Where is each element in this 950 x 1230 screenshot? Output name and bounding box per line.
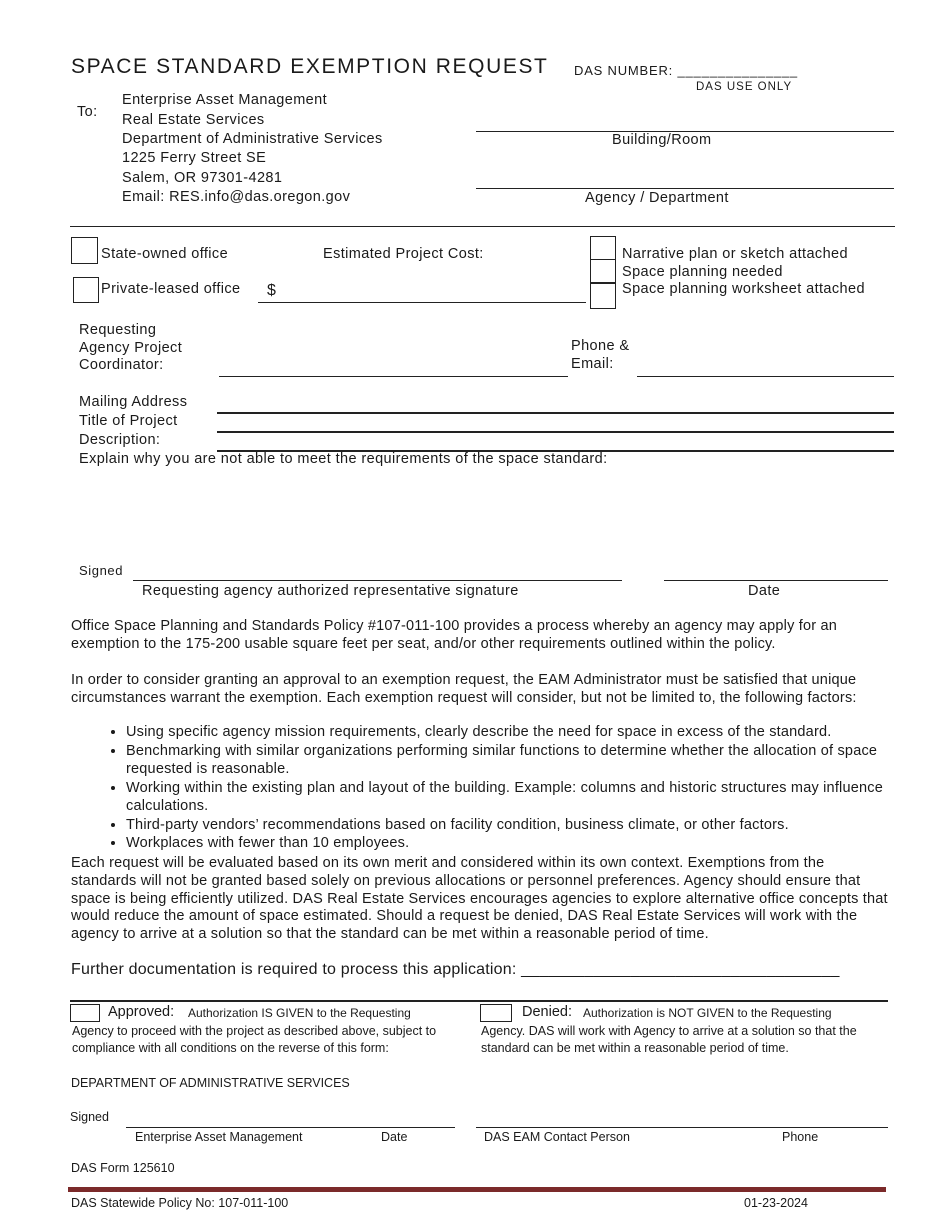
- decision-divider: [70, 1000, 888, 1002]
- page-title: SPACE STANDARD EXEMPTION REQUEST: [71, 55, 549, 78]
- das-number-field[interactable]: DAS NUMBER: _______________: [574, 63, 798, 78]
- das-use-only-label: DAS USE ONLY: [696, 81, 793, 93]
- das-signed-label: Signed: [70, 1110, 109, 1124]
- list-item: • Working within the existing plan and layout of the building. Example: columns and historic structures may influence calculations.: [126, 779, 926, 816]
- worksheet-label: Space planning worksheet attached: [622, 281, 865, 297]
- building-room-label: Building/Room: [612, 132, 712, 148]
- list-item: • Benchmarking with similar organizations performing similar functions to determine whether the allocation of space requested is reasonable.: [126, 742, 926, 779]
- coordinator-label: Requesting: [79, 322, 157, 338]
- mailing-address-label: Mailing Address: [79, 394, 188, 410]
- to-label: To:: [77, 104, 98, 120]
- description-label: Description:: [79, 432, 161, 448]
- narrative-checkbox[interactable]: [590, 236, 616, 260]
- eam-date-caption: Date: [381, 1130, 408, 1144]
- to-line: 1225 Ferry Street SE: [122, 150, 267, 166]
- to-line: Enterprise Asset Management: [122, 92, 328, 108]
- contact-line[interactable]: [476, 1127, 888, 1128]
- phone-email-label: Phone &: [571, 338, 630, 354]
- state-owned-checkbox[interactable]: [71, 237, 98, 264]
- agency-department-line[interactable]: [476, 188, 894, 189]
- denied-label: Denied:: [522, 1004, 572, 1020]
- state-owned-label: State-owned office: [101, 246, 229, 262]
- policy-paragraph: Office Space Planning and Standards Policy #107-011-100 provides a process whereby an agency may apply for an exemption to the 175-200 usable square feet per seat, and/or other requirements outlined within the policy.: [71, 618, 838, 652]
- project-title-input[interactable]: [217, 431, 894, 433]
- eam-signature-line[interactable]: [126, 1127, 455, 1128]
- phone-email-label: Email:: [571, 356, 614, 372]
- signed-label: Signed: [79, 563, 124, 578]
- to-line: Real Estate Services: [122, 112, 265, 128]
- worksheet-checkbox[interactable]: [590, 283, 616, 309]
- private-leased-label: Private-leased office: [101, 281, 241, 297]
- project-title-label: Title of Project: [79, 413, 178, 429]
- coordinator-label: Agency Project: [79, 340, 183, 356]
- estimated-cost-label: Estimated Project Cost:: [323, 246, 484, 262]
- agency-department-label: Agency / Department: [585, 190, 729, 206]
- further-documentation-field[interactable]: Further documentation is required to process this application: ___________________________________: [71, 961, 840, 978]
- approved-heading: Authorization IS GIVEN to the Requesting: [188, 1006, 411, 1020]
- factors-list: [71, 723, 926, 853]
- phone-caption: Phone: [782, 1130, 819, 1144]
- signature-date-label: Date: [748, 583, 781, 599]
- estimated-cost-input[interactable]: [258, 302, 586, 303]
- signature-line[interactable]: [133, 580, 622, 581]
- denied-text: Agency. DAS will work with Agency to arrive at a solution so that the standard can be met within a reasonable period of time.: [481, 1024, 857, 1055]
- list-item: • Workplaces with fewer than 10 employees.: [126, 834, 926, 853]
- explain-label: Explain why you are not able to meet the requirements of the space standard:: [79, 451, 608, 467]
- approved-checkbox[interactable]: [70, 1004, 100, 1022]
- signature-date-line[interactable]: [664, 580, 888, 581]
- mailing-address-input[interactable]: [217, 412, 894, 414]
- department-label: DEPARTMENT OF ADMINISTRATIVE SERVICES: [71, 1076, 350, 1090]
- coordinator-label: Coordinator:: [79, 357, 164, 373]
- to-line: Department of Administrative Services: [122, 131, 383, 147]
- coordinator-input[interactable]: [219, 376, 568, 377]
- to-line: Salem, OR 97301-4281: [122, 170, 283, 186]
- to-email: Email: RES.info@das.oregon.gov: [122, 189, 351, 205]
- denied-checkbox[interactable]: [480, 1004, 512, 1022]
- contact-caption: DAS EAM Contact Person: [484, 1130, 630, 1144]
- eam-caption: Enterprise Asset Management: [135, 1130, 303, 1144]
- private-leased-checkbox[interactable]: [73, 277, 99, 303]
- footer-rule: [68, 1187, 886, 1192]
- approved-label: Approved:: [108, 1004, 175, 1020]
- consideration-paragraph: In order to consider granting an approval to an exemption request, the EAM Administrator must be satisfied that unique circumstances warrant the exemption. Each exemption request will consider, but not be limited to, the following factors:: [71, 672, 857, 706]
- signature-caption: Requesting agency authorized representative signature: [142, 583, 519, 599]
- explain-textarea[interactable]: [79, 470, 887, 542]
- approved-text: Agency to proceed with the project as described above, subject to compliance with all conditions on the reverse of this form:: [72, 1024, 437, 1055]
- list-item: • Third-party vendors’ recommendations based on facility condition, business climate, or other factors.: [126, 816, 926, 835]
- policy-number: DAS Statewide Policy No: 107-011-100: [71, 1196, 289, 1210]
- denied-heading: Authorization is NOT GIVEN to the Requesting: [583, 1006, 832, 1020]
- form-number: DAS Form 125610: [71, 1161, 175, 1175]
- planning-needed-label: Space planning needed: [622, 264, 783, 280]
- narrative-label: Narrative plan or sketch attached: [622, 246, 848, 262]
- phone-email-input[interactable]: [637, 376, 894, 377]
- planning-needed-checkbox[interactable]: [590, 259, 616, 283]
- footer-date: 01-23-2024: [744, 1196, 808, 1210]
- list-item: • Using specific agency mission requirements, clearly describe the need for space in excess of the standard.: [126, 723, 926, 742]
- evaluation-paragraph: Each request will be evaluated based on its own merit and considered within its own context. Exemptions from the standards will not be granted based solely on previous allocations or personnel preferences. Agency should ensure that space is being efficiently utilized. DAS Real Estate Services encourages agencies to explore alternative office concepts that would reduce the amount of space estimated. Should a request be denied, DAS Real Estate Services will work with the agency to arrive at a solution so that the standard can be met within a reasonable period of time.: [71, 855, 888, 943]
- section-divider: [70, 226, 895, 227]
- dollar-sign: $: [267, 282, 276, 299]
